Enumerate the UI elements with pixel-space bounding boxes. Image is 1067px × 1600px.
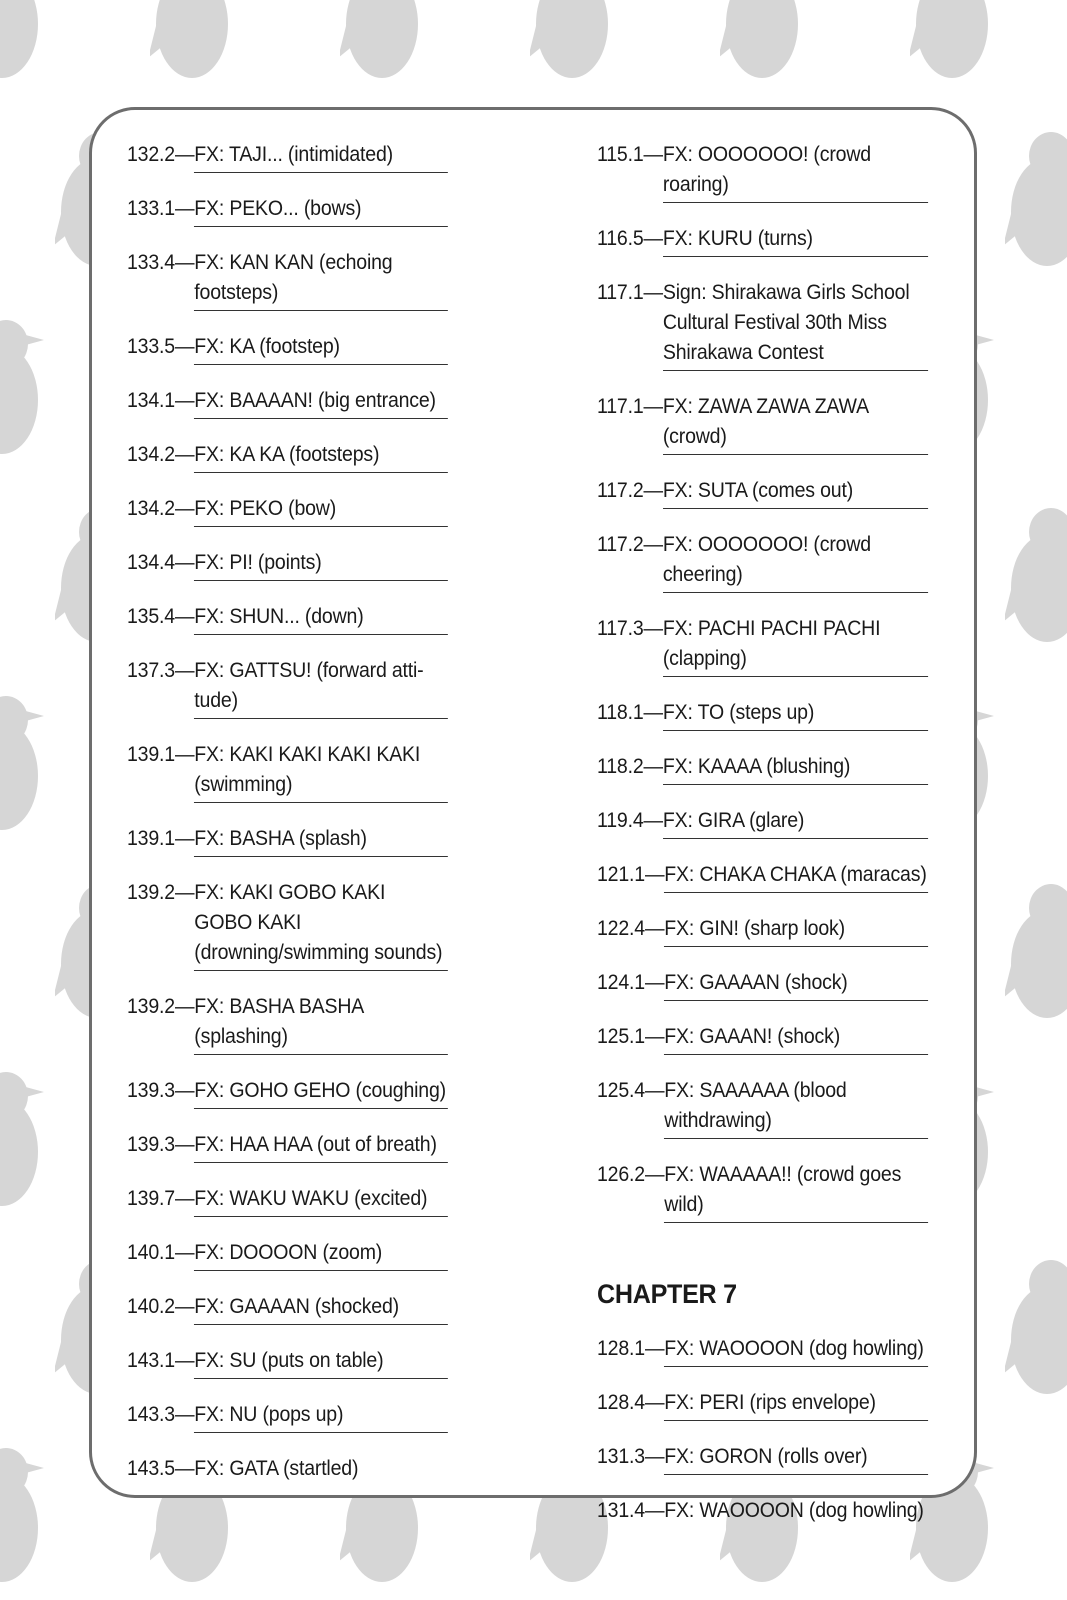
separator-dash: — — [174, 389, 195, 412]
separator-dash: — — [644, 1025, 665, 1048]
panel-reference: 128.4 — [597, 1391, 645, 1414]
translation-text: FX: TO (steps up) — [663, 698, 928, 731]
translation-text: FX: SU (puts on table) — [194, 1346, 448, 1379]
translation-text: FX: GAAAN! (shock) — [664, 1022, 928, 1055]
glossary-entry — [597, 392, 928, 476]
translation-text: FX: DOOOON (zoom) — [194, 1238, 448, 1271]
panel-reference: 139.1 — [127, 827, 175, 850]
panel-reference: 139.3 — [127, 1079, 175, 1102]
separator-dash: — — [174, 881, 195, 904]
separator-dash: — — [644, 917, 665, 940]
translation-text: FX: OOOOOOO! (crowd roaring) — [663, 140, 928, 203]
separator-dash: — — [174, 1187, 195, 1210]
chapter-heading: CHAPTER 7 — [597, 1279, 737, 1309]
separator-dash: — — [174, 143, 195, 166]
glossary-entry — [597, 806, 928, 860]
right-column — [597, 140, 953, 1549]
translation-text: FX: KURU (turns) — [663, 224, 928, 257]
separator-dash: — — [174, 1349, 195, 1372]
panel-reference: 131.4 — [597, 1499, 645, 1522]
panel-reference: 143.3 — [127, 1403, 175, 1426]
translation-text: FX: KAKI KAKI KAKI KAKI (swimming) — [194, 740, 448, 803]
glossary-entry — [127, 248, 448, 332]
translation-text: FX: HAA HAA (out of breath) — [194, 1130, 448, 1163]
translation-text: FX: CHAKA CHAKA (maracas) — [664, 860, 928, 893]
panel-reference: 143.1 — [127, 1349, 175, 1372]
panel-reference: 117.1 — [597, 395, 644, 418]
panel-reference: 139.3 — [127, 1133, 175, 1156]
separator-dash: — — [174, 251, 195, 274]
glossary-entry — [127, 1238, 448, 1292]
panel-reference: 139.7 — [127, 1187, 175, 1210]
panel-reference: 118.2 — [597, 755, 644, 778]
panel-reference: 118.1 — [597, 701, 644, 724]
glossary-entry — [597, 698, 928, 752]
separator-dash: — — [174, 497, 195, 520]
separator-dash: — — [643, 395, 663, 418]
panel-reference: 122.4 — [597, 917, 645, 940]
penguin-silhouette-icon — [0, 1072, 44, 1206]
glossary-entry — [127, 494, 448, 548]
separator-dash: — — [174, 995, 195, 1018]
separator-dash: — — [644, 1079, 665, 1102]
separator-dash: — — [174, 443, 195, 466]
panel-reference: 139.2 — [127, 995, 175, 1018]
glossary-entry — [597, 1022, 928, 1076]
penguin-silhouette-icon — [0, 696, 44, 830]
translation-text: FX: GAAAAN (shocked) — [194, 1292, 448, 1325]
translation-text: FX: KA KA (footsteps) — [194, 440, 448, 473]
panel-reference: 134.4 — [127, 551, 175, 574]
glossary-entry — [127, 1076, 448, 1130]
translation-text: FX: PEKO... (bows) — [194, 194, 448, 227]
panel-reference: 131.3 — [597, 1445, 645, 1468]
separator-dash: — — [174, 1241, 195, 1264]
glossary-entry — [597, 752, 928, 806]
glossary-entry — [127, 386, 448, 440]
translation-text: FX: GORON (rolls over) — [664, 1442, 928, 1475]
panel-reference: 121.1 — [597, 863, 645, 886]
translation-text: FX: KAAAA (blushing) — [663, 752, 928, 785]
translation-text: FX: WAAAAA!! (crowd goes wild) — [664, 1160, 928, 1223]
panel-reference: 115.1 — [597, 143, 644, 166]
penguin-silhouette-icon — [0, 1448, 44, 1582]
penguin-silhouette-icon — [0, 320, 44, 454]
penguin-silhouette-icon — [718, 0, 804, 78]
translation-text: FX: KA (footstep) — [194, 332, 448, 365]
glossary-entry — [127, 1454, 448, 1507]
glossary-entry — [597, 1496, 928, 1549]
panel-reference: 117.3 — [597, 617, 644, 640]
panel-reference: 116.5 — [597, 227, 644, 250]
glossary-entry — [127, 332, 448, 386]
panel-reference: 132.2 — [127, 143, 175, 166]
separator-dash: — — [643, 227, 663, 250]
panel-reference: 125.4 — [597, 1079, 645, 1102]
translation-text: FX: GATA (startled) — [194, 1457, 359, 1480]
separator-dash: — — [643, 479, 663, 502]
penguin-silhouette-icon — [1003, 1260, 1067, 1394]
translation-text: Sign: Shirakawa Girls School Cultural Festival 30th Miss Shirakawa Contest — [663, 278, 928, 371]
panel-reference: 117.2 — [597, 479, 644, 502]
translation-text: FX: WAOOOON (dog howling) — [664, 1334, 928, 1367]
glossary-entry — [597, 1334, 928, 1388]
separator-dash: — — [644, 1391, 665, 1414]
separator-dash: — — [174, 197, 195, 220]
translation-text: FX: BASHA (splash) — [194, 824, 448, 857]
panel-reference: 133.4 — [127, 251, 175, 274]
glossary-entry — [127, 1130, 448, 1184]
separator-dash: — — [174, 605, 195, 628]
panel-reference: 140.2 — [127, 1295, 175, 1318]
separator-dash: — — [174, 1457, 195, 1480]
panel-reference: 126.2 — [597, 1163, 645, 1186]
panel-reference: 140.1 — [127, 1241, 175, 1264]
translation-text: FX: GOHO GEHO (coughing) — [194, 1076, 448, 1109]
separator-dash: — — [643, 809, 663, 832]
separator-dash: — — [174, 1133, 195, 1156]
translation-text: FX: PI! (points) — [194, 548, 448, 581]
translation-text: FX: GIRA (glare) — [663, 806, 928, 839]
translation-text: FX: SUTA (comes out) — [663, 476, 928, 509]
translation-text: FX: KAN KAN (echoing footsteps) — [194, 248, 448, 311]
glossary-entry — [597, 1442, 928, 1496]
panel-reference: 143.5 — [127, 1457, 175, 1480]
glossary-entry — [597, 914, 928, 968]
penguin-silhouette-icon — [0, 0, 44, 78]
separator-dash: — — [643, 143, 663, 166]
glossary-entry — [597, 1160, 928, 1244]
translation-text: FX: WAKU WAKU (excited) — [194, 1184, 448, 1217]
translation-text: FX: GIN! (sharp look) — [664, 914, 928, 947]
separator-dash: — — [644, 1499, 665, 1522]
separator-dash: — — [174, 1403, 195, 1426]
glossary-entry — [127, 824, 448, 878]
penguin-silhouette-icon — [1003, 508, 1067, 642]
glossary-entry — [127, 740, 448, 824]
translation-text: FX: SAAAAAA (blood withdrawing) — [664, 1076, 928, 1139]
penguin-silhouette-icon — [528, 0, 614, 78]
glossary-entry — [597, 968, 928, 1022]
glossary-entry — [597, 278, 928, 392]
glossary-entry — [127, 140, 448, 194]
translation-text: FX: BASHA BASHA (splashing) — [194, 992, 448, 1055]
glossary-entry — [597, 476, 928, 530]
panel-reference: 128.1 — [597, 1337, 645, 1360]
translation-text: FX: GATTSU! (forward atti- tude) — [194, 656, 448, 719]
penguin-silhouette-icon — [148, 0, 234, 78]
translation-text: FX: OOOOOOO! (crowd cheering) — [663, 530, 928, 593]
translation-text: FX: KAKI GOBO KAKI GOBO KAKI (drowning/swimming sounds) — [194, 878, 448, 971]
panel-reference: 135.4 — [127, 605, 175, 628]
panel-reference: 133.5 — [127, 335, 175, 358]
glossary-entry — [597, 140, 928, 224]
panel-reference: 134.1 — [127, 389, 175, 412]
translation-text: FX: WAOOOON (dog howling) — [664, 1499, 924, 1522]
panel-reference: 134.2 — [127, 497, 175, 520]
translation-text: FX: TAJI... (intimidated) — [194, 140, 448, 173]
separator-dash: — — [174, 827, 195, 850]
panel-reference: 117.2 — [597, 533, 644, 556]
panel-reference: 137.3 — [127, 659, 175, 682]
translation-text: FX: PERI (rips envelope) — [664, 1388, 928, 1421]
glossary-entry — [127, 992, 448, 1076]
separator-dash: — — [644, 1163, 665, 1186]
glossary-entry — [597, 530, 928, 614]
translation-text: FX: ZAWA ZAWA ZAWA (crowd) — [663, 392, 928, 455]
separator-dash: — — [643, 617, 663, 640]
glossary-entry — [597, 1388, 928, 1442]
glossary-entry — [597, 614, 928, 698]
penguin-silhouette-icon — [338, 0, 424, 78]
separator-dash: — — [644, 1337, 665, 1360]
glossary-entry — [127, 602, 448, 656]
separator-dash: — — [174, 659, 195, 682]
translation-text: FX: PACHI PACHI PACHI (clapping) — [663, 614, 928, 677]
panel-reference: 134.2 — [127, 443, 175, 466]
sound-effects-glossary-panel — [89, 107, 977, 1522]
glossary-entry — [127, 1184, 448, 1238]
glossary-entry — [127, 878, 448, 992]
separator-dash: — — [644, 971, 665, 994]
glossary-entry — [127, 1346, 448, 1400]
glossary-entry — [127, 1400, 448, 1454]
glossary-entry — [597, 224, 928, 278]
glossary-entry — [127, 440, 448, 494]
panel-reference: 117.1 — [597, 281, 644, 304]
separator-dash: — — [643, 701, 663, 724]
separator-dash: — — [644, 1445, 665, 1468]
separator-dash: — — [644, 863, 665, 886]
translation-text: FX: BAAAAN! (big entrance) — [194, 386, 448, 419]
separator-dash: — — [174, 335, 195, 358]
glossary-entry — [127, 1292, 448, 1346]
translation-text: FX: GAAAAN (shock) — [664, 968, 928, 1001]
penguin-silhouette-icon — [908, 0, 994, 78]
translation-text: FX: NU (pops up) — [194, 1400, 448, 1433]
panel-reference: 124.1 — [597, 971, 645, 994]
separator-dash: — — [174, 551, 195, 574]
glossary-entry — [597, 860, 928, 914]
translation-text: FX: SHUN... (down) — [194, 602, 448, 635]
separator-dash: — — [174, 1295, 195, 1318]
glossary-entry — [597, 1076, 928, 1160]
panel-reference: 119.4 — [597, 809, 644, 832]
glossary-entry — [127, 194, 448, 248]
panel-reference: 139.1 — [127, 743, 175, 766]
separator-dash: — — [174, 1079, 195, 1102]
separator-dash: — — [174, 743, 195, 766]
panel-reference: 125.1 — [597, 1025, 645, 1048]
left-column — [127, 140, 472, 1507]
translation-text: FX: PEKO (bow) — [194, 494, 448, 527]
glossary-entry — [127, 548, 448, 602]
penguin-silhouette-icon — [1003, 884, 1067, 1018]
separator-dash: — — [643, 755, 663, 778]
panel-reference: 133.1 — [127, 197, 175, 220]
panel-reference: 139.2 — [127, 881, 175, 904]
glossary-entry — [127, 656, 448, 740]
penguin-silhouette-icon — [1003, 132, 1067, 266]
separator-dash: — — [643, 281, 663, 304]
separator-dash: — — [643, 533, 663, 556]
